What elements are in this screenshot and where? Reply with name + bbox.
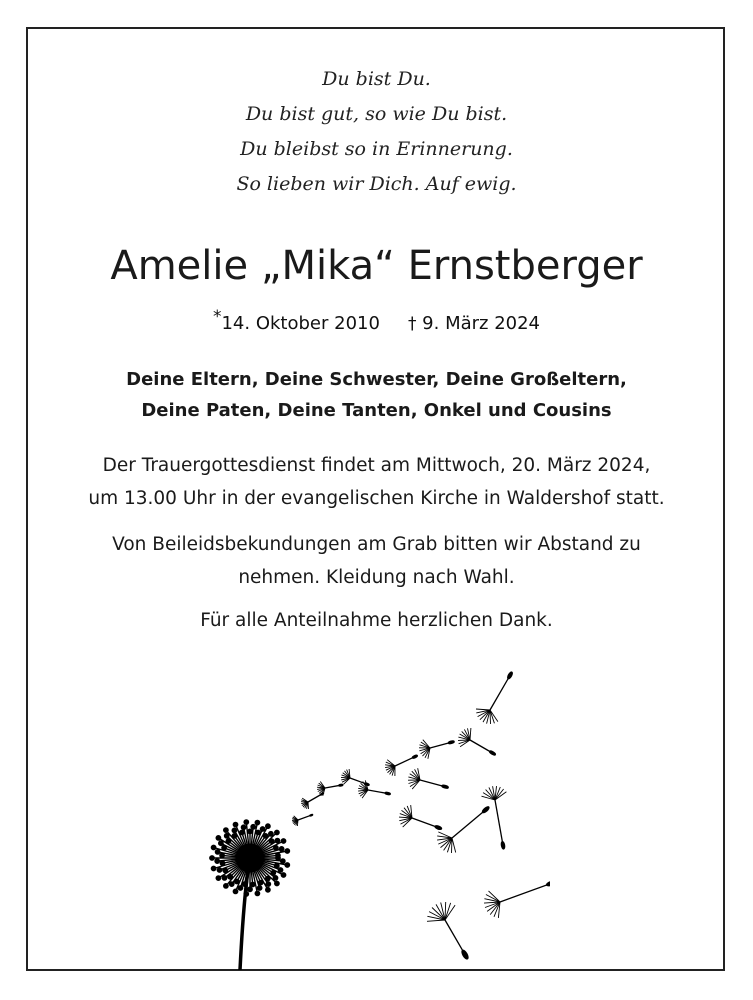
service-info — [0, 449, 753, 515]
condolence-line: Von Beileidsbekundungen am Grab bitten wir Abstand zu — [112, 534, 641, 555]
life-dates — [0, 302, 753, 339]
mourners-line: Deine Eltern, Deine Schwester, Deine Großeltern, — [126, 369, 627, 390]
condolence-note — [0, 528, 753, 594]
poem-line: So lieben wir Dich. Auf ewig. — [236, 173, 517, 195]
service-line: Der Trauergottesdienst findet am Mittwoch, 20. März 2024, — [102, 455, 651, 476]
birth-symbol: * — [212, 307, 222, 327]
dandelion-icon — [190, 670, 550, 970]
deceased-name: Amelie „Mika“ Ernstberger — [110, 243, 643, 289]
service-line: um 13.00 Uhr in der evangelischen Kirche in Waldershof statt. — [88, 488, 665, 509]
death-symbol: † — [407, 314, 417, 334]
thanks-line: Für alle Anteilnahme herzlichen Dank. — [200, 610, 553, 631]
poem — [0, 62, 753, 202]
poem-line: Du bist Du. — [322, 68, 431, 90]
birth-date: 14. Oktober 2010 — [221, 313, 380, 334]
poem-line: Du bist gut, so wie Du bist. — [245, 103, 508, 125]
poem-line: Du bleibst so in Erinnerung. — [240, 138, 513, 160]
mourners — [0, 364, 753, 426]
condolence-line: nehmen. Kleidung nach Wahl. — [238, 567, 515, 588]
death-date: 9. März 2024 — [422, 313, 541, 334]
mourners-line: Deine Paten, Deine Tanten, Onkel und Cousins — [141, 400, 612, 421]
thanks-note — [0, 604, 753, 637]
